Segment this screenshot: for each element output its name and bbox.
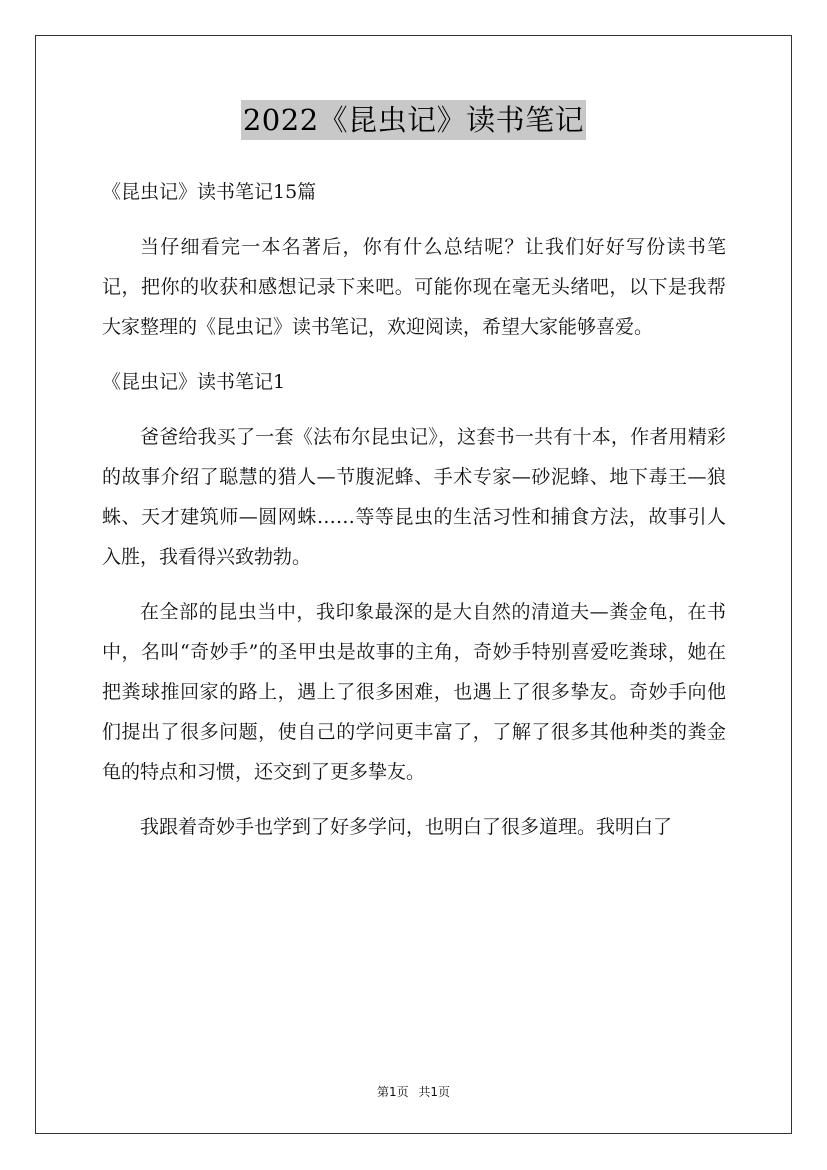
note-1-paragraph-3: 我跟着奇妙手也学到了好多学问，也明白了很多道理。我明白了 <box>140 816 673 838</box>
title-container <box>0 100 827 140</box>
intro-paragraph: 当仔细看完一本名著后，你有什么总结呢？让我们好好写份读书笔记，把你的收获和感想记录下来吧。可能你现在毫无头绪吧，以下是我帮大家整理的《昆虫记》读书笔记，欢迎阅读，希望大家能够喜爱。 <box>102 236 726 338</box>
note-1-paragraph-2: 在全部的昆虫当中，我印象最深的是大自然的清道夫—粪金龟，在书中，名叫“奇妙手”的圣甲虫是故事的主角，奇妙手特别喜爱吃粪球，她在把粪球推回家的路上，遇上了很多困难，也遇上了很多挚友。奇妙手向他们提出了很多问题，使自己的学问更丰富了，了解了很多其他种类的粪金龟的特点和习惯，还交到了更多挚友。 <box>102 601 726 783</box>
subheading-note-1: 《昆虫记》读书笔记1 <box>102 371 286 393</box>
document-body <box>102 172 726 862</box>
page-footer <box>0 1083 827 1100</box>
document-title: 2022《昆虫记》读书笔记 <box>241 100 586 140</box>
page-number: 第1页 <box>376 1085 409 1099</box>
subheading-collection: 《昆虫记》读书笔记15篇 <box>102 181 317 203</box>
page-total: 共1页 <box>418 1085 451 1099</box>
note-1-paragraph-1: 爸爸给我买了一套《法布尔昆虫记》，这套书一共有十本，作者用精彩的故事介绍了聪慧的猎人—节腹泥蜂、手术专家—砂泥蜂、地下毒王—狼蛛、天才建筑师—圆网蛛……等等昆虫的生活习性和捕食方法，故事引人入胜，我看得兴致勃勃。 <box>102 426 726 568</box>
